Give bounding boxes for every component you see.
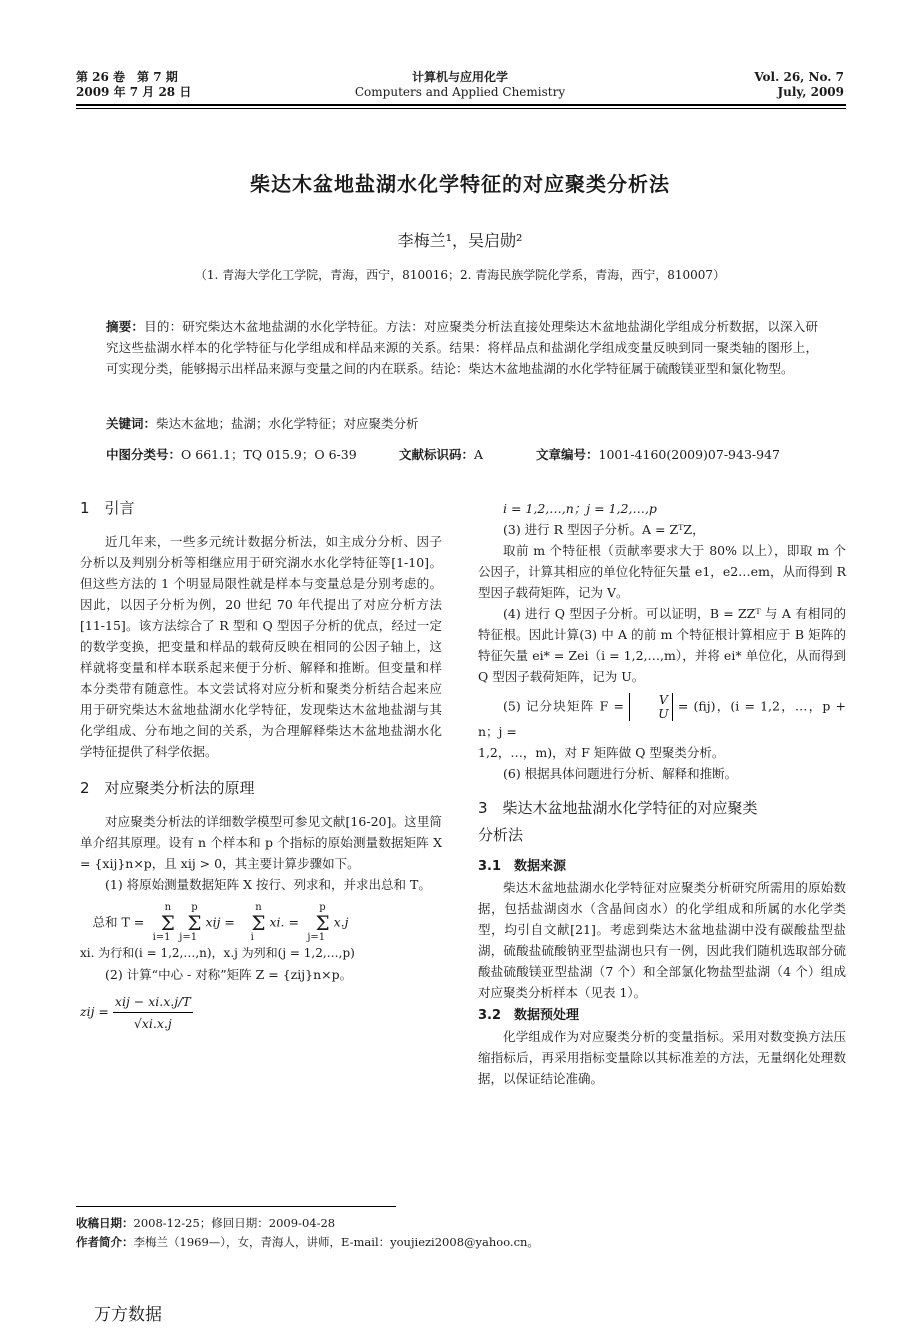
section-1-paragraph: 近几年来，一些多元统计数据分析法，如主成分分析、因子分析以及判别分析等相继应用于研究湖水水化学特征等[1-10]。但这些方法的 1 个明显局限性就是样本与变量总是分别考虑的。因此，以因子分析为例，20 世纪 70 年代提出了对应分析方法[11-15]。该方法综合了 R 型和 Q 型因子分析的优点，经过一定的数学变换，把变量和样品的载荷反映在相同的公因子轴上，这样就将变量和样本联系起来便于分析、解释和推断。但变量和样本分类带有随意性。本文尝试将对应分析和聚类分析结合起来应用于研究柴达木盆地盐湖水化学特征，发现柴达木盆地盐湖与其化学组成、分布地之间的关系，为合理解释柴达木盆地盐湖水化学特征提供了科学依据。 (80, 534, 442, 759)
sum-equation: 总和 T = n Σ i=1p Σ j=1 xij = n Σ i xi. = p Σ j=1 x.j (92, 902, 349, 943)
abstract (106, 316, 818, 379)
step-5-cont: 1,2，…，m)，对 F 矩阵做 Q 型聚类分析。 (478, 745, 725, 760)
section-2-paragraph: 对应聚类分析法的详细数学模型可参见文献[16-20]。这里简单介绍其原理。设有 n 个样本和 p 个指标的原始测量数据矩阵 X = {xij}n×p，且 xij > 0，其主要计算步骤如下。 (80, 814, 442, 871)
abstract-text: 目的：研究柴达木盆地盐湖的水化学特征。方法：对应聚类分析法直接处理柴达木盆地盐湖化学组成分析数据，以深入研究这些盐湖水样本的化学特征与化学组成和样品来源的关系。结果：将样品点和盐湖化学组成变量反映到同一聚类轴的图形上，可实现分类，能够揭示出样品来源与变量之间的内在联系。结论：柴达木盆地盐湖的水化学特征属于硫酸镁亚型和氯化物型。 (106, 319, 818, 376)
step-2: (2) 计算“中心 - 对称”矩阵 Z = {zij}n×p。 (105, 967, 353, 982)
keywords-text: 柴达木盆地；盐湖；水化学特征；对应聚类分析 (156, 416, 419, 431)
section-3-heading: 3 柴达木盆地盐湖水化学特征的对应聚类 分析法 (478, 799, 758, 844)
step-3-paragraph: 取前 m 个特征根（贡献率要求大于 80% 以上），即取 m 个公因子，计算其相应的单位化特征矢量 e1，e2…em，从而得到 R 型因子载荷矩阵，记为 V。 (478, 543, 846, 600)
doc-code: 文献标识码：A (399, 447, 484, 462)
footnote-rule (76, 1206, 396, 1207)
keywords-label: 关键词： (106, 416, 157, 431)
step-1: (1) 将原始测量数据矩阵 X 按行、列求和，并求出总和 T。 (105, 877, 431, 892)
keywords (106, 414, 818, 432)
section-3-1-paragraph: 柴达木盆地盐湖水化学特征对应聚类分析研究所需用的原始数据，包括盐湖卤水（含晶间卤水）的化学组成和所属的水化学类型，均引自文献[21]。考虑到柴达木盆地盐湖中没有碳酸盐型盐湖，硫酸盐硫酸钠亚型盐湖也只有一例，因此我们随机选取部分硫酸盐硫酸镁亚型盐湖（7 个）和全部氯化物盐型盐湖（4 个）组成对应聚类分析样本（见表 1）。 (478, 880, 846, 1000)
z-equation: zij = $\frac{\text{xij − xi.x.j/T}}{√xi.x.j}$ (80, 991, 442, 1034)
header-rule (76, 104, 846, 106)
index-range: i = 1,2,…,n；j = 1,2,…,p (503, 501, 657, 516)
paper-authors: 李梅兰¹，吴启勋² (397, 231, 523, 250)
left-column (80, 498, 442, 1034)
header-rule-thin (76, 108, 846, 109)
journal-volume: 第 26 卷 第 7 期 2009 年 7 月 28 日 (76, 70, 192, 99)
clc-code: 中图分类号：O 661.1；TQ 015.9；O 6-39 (106, 447, 357, 462)
section-3-2-paragraph: 化学组成作为对应聚类分析的变量指标。采用对数变换方法压缩指标后，再采用指标变量除以其标准差的方法，无量纲化处理数据，以保证结论准确。 (478, 1029, 846, 1086)
paper-title: 柴达木盆地盐湖水化学特征的对应聚类分析法 (250, 172, 670, 196)
journal-name: 计算机与应用化学 Computers and Applied Chemistry (354, 70, 566, 99)
step-4-paragraph: (4) 进行 Q 型因子分析。可以证明，B = ZZᵀ 与 A 有相同的特征根。因此计算(3) 中 A 的前 m 个特征根计算相应于 B 矩阵的特征矢量 ei* = Zei（i = 1,2,…,m），并将 ei* 单位化，从而得到 Q 型因子载荷矩阵，记为 U。 (478, 606, 846, 684)
step-5: (5) 记分块矩阵 F = V U = (fij)，(i = 1,2，…，p + n；j = (478, 692, 846, 739)
abstract-label: 摘要： (106, 319, 145, 334)
step-3: (3) 进行 R 型因子分析。A = ZᵀZ， (503, 522, 705, 537)
footnote-dates: 收稿日期：2008-12-25；修回日期：2009-04-28 (76, 1216, 336, 1230)
journal-issue: Vol. 26, No. 7 July, 2009 (754, 70, 844, 99)
section-2-heading: 2 对应聚类分析法的原理 (80, 779, 255, 797)
section-3-1-heading: 3.1 数据来源 (478, 859, 567, 874)
watermark-text: 万方数据 (94, 1305, 162, 1325)
right-column (478, 498, 846, 1089)
section-1-heading: 1 引言 (80, 499, 135, 517)
footnote (76, 1214, 776, 1252)
article-number: 文章编号：1001-4160(2009)07-943-947 (536, 447, 780, 462)
step-6: (6) 根据具体问题进行分析、解释和推断。 (503, 766, 738, 781)
paper-affiliations: （1. 青海大学化工学院，青海，西宁，810016；2. 青海民族学院化学系，青海，西宁，810007） (194, 268, 726, 282)
section-3-2-heading: 3.2 数据预处理 (478, 1008, 580, 1023)
footnote-author: 作者简介：李梅兰（1969—），女，青海人，讲师，E-mail：youjiezi2008@yahoo.cn。 (76, 1235, 539, 1249)
sum-note: xi. 为行和(i = 1,2,…,n)，x.j 为列和(j = 1,2,…,p) (80, 946, 355, 960)
